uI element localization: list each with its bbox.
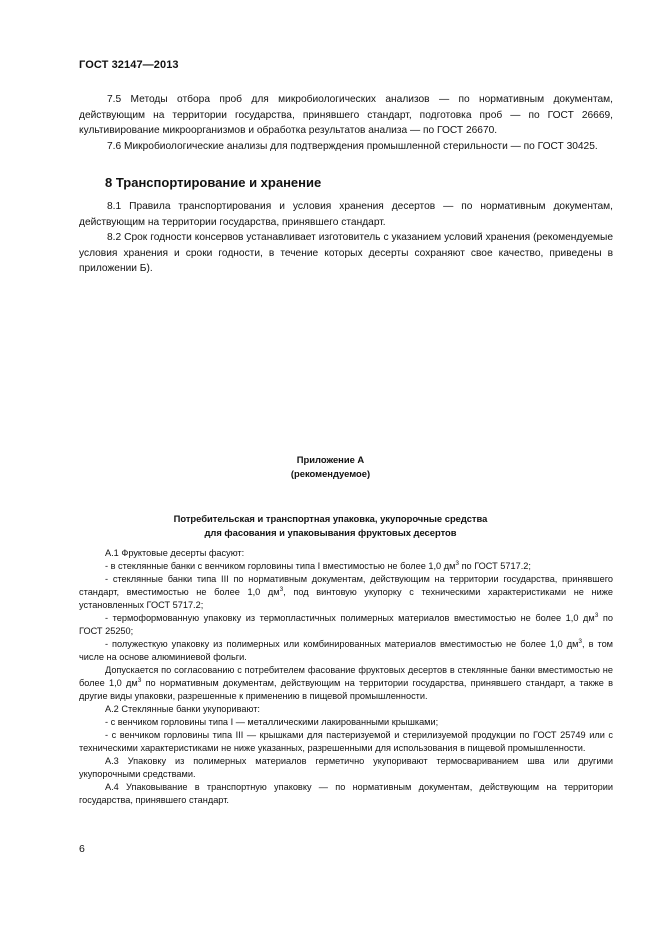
superscript-3: 3 bbox=[455, 560, 460, 567]
document-code-header: ГОСТ 32147—2013 bbox=[79, 59, 179, 71]
appendix-title-line-2: для фасования и упаковывания фруктовых десертов bbox=[204, 526, 457, 538]
clause-a2: А.2 Стеклянные банки укупоривают: bbox=[105, 704, 260, 714]
superscript-3: 3 bbox=[137, 677, 142, 684]
paragraph-8-1: 8.1 Правила транспортирования и условия хранения десертов — по нормативным документам, действующим на территории государства, принявшего стандарт. bbox=[79, 201, 613, 228]
clause-a3: А.3 Упаковку из полимерных материалов герметично укупоривают термосвариванием шва или другими укупорочными средствами. bbox=[79, 756, 613, 779]
clause-a1-item-4: - полужесткую упаковку из полимерных или комбинированных материалов вместимостью не более 1,0 $дм^3$, в том числе на основе алюминиевой фольги. bbox=[79, 638, 613, 662]
appendix-label: Приложение А bbox=[296, 454, 365, 465]
clause-a4: А.4 Упаковывание в транспортную упаковку — по нормативным документам, действующим на территории государства, принявшего стандарт. bbox=[79, 782, 613, 805]
clause-a1-item-3: - термоформованную упаковку из термопластичных полимерных материалов вместимостью не более 1,0 $дм^3$ по ГОСТ 25250; bbox=[79, 612, 613, 636]
section-8-title: 8 Транспортирование и хранение bbox=[105, 175, 322, 190]
superscript-3: 3 bbox=[578, 638, 583, 645]
appendix-heading bbox=[0, 453, 661, 480]
appendix-title bbox=[0, 512, 661, 539]
appendix-body bbox=[79, 547, 613, 807]
page-number: 6 bbox=[79, 843, 85, 855]
clause-a1-item-2: - стеклянные банки типа III по нормативным документам, действующим на территории государства, принявшего стандарт, вместимостью не более 1,0 $дм^3$, под винтовую укупорку с техническими характеристиками не ниже установленных ГОСТ 5717.2; bbox=[79, 574, 613, 610]
clause-a1: А.1 Фруктовые десерты фасуют: bbox=[105, 548, 245, 558]
clause-a2-item-2: - с венчиком горловины типа III — крышками для пастеризуемой и стерилизуемой продукции по ГОСТ 25749 или с техническими характеристиками не ниже указанных, разрешенными для использования в пищевой промышленности. bbox=[79, 730, 613, 753]
paragraph-7-6: 7.6 Микробиологические анализы для подтверждения промышленной стерильности — по ГОСТ 30425. bbox=[107, 140, 598, 152]
appendix-title-line-1: Потребительская и транспортная упаковка, укупорочные средства bbox=[173, 513, 488, 524]
superscript-3: 3 bbox=[594, 612, 599, 619]
superscript-3: 3 bbox=[279, 586, 284, 593]
appendix-status: (рекомендуемое) bbox=[290, 467, 371, 479]
section-7-continuation bbox=[79, 92, 613, 154]
paragraph-7-5: 7.5 Методы отбора проб для микробиологических анализов — по нормативным документам, действующим на территории государства, принявшего стандарт, подготовка проб — по ГОСТ 26669, культивирование микроорганизмов и обработка результатов анализа — по ГОСТ 26670. bbox=[79, 94, 613, 136]
clause-a1-item-1: - в стеклянные банки с венчиком горловины типа I вместимостью не более 1,0 $дм^3$ по ГОСТ 5717.2; bbox=[105, 560, 531, 571]
section-8-body bbox=[79, 199, 613, 277]
clause-a2-item-1: - с венчиком горловины типа I — металлическими лакированными крышками; bbox=[105, 717, 439, 727]
clause-a1-paragraph-2: Допускается по согласованию с потребителем фасование фруктовых десертов в стеклянные банки вместимостью не более 1,0 $дм^3$ по нормативным документам, действующим на территории государства, принявшего стандарт, а также в другие виды упаковки, разрешенные к применению в пищевой промышленности. bbox=[79, 665, 613, 701]
paragraph-8-2: 8.2 Срок годности консервов устанавливает изготовитель с указанием условий хранения (рекомендуемые условия хранения и сроки годности, в течение которых десерты сохраняют свое качество, приведены в приложении Б). bbox=[79, 232, 613, 274]
